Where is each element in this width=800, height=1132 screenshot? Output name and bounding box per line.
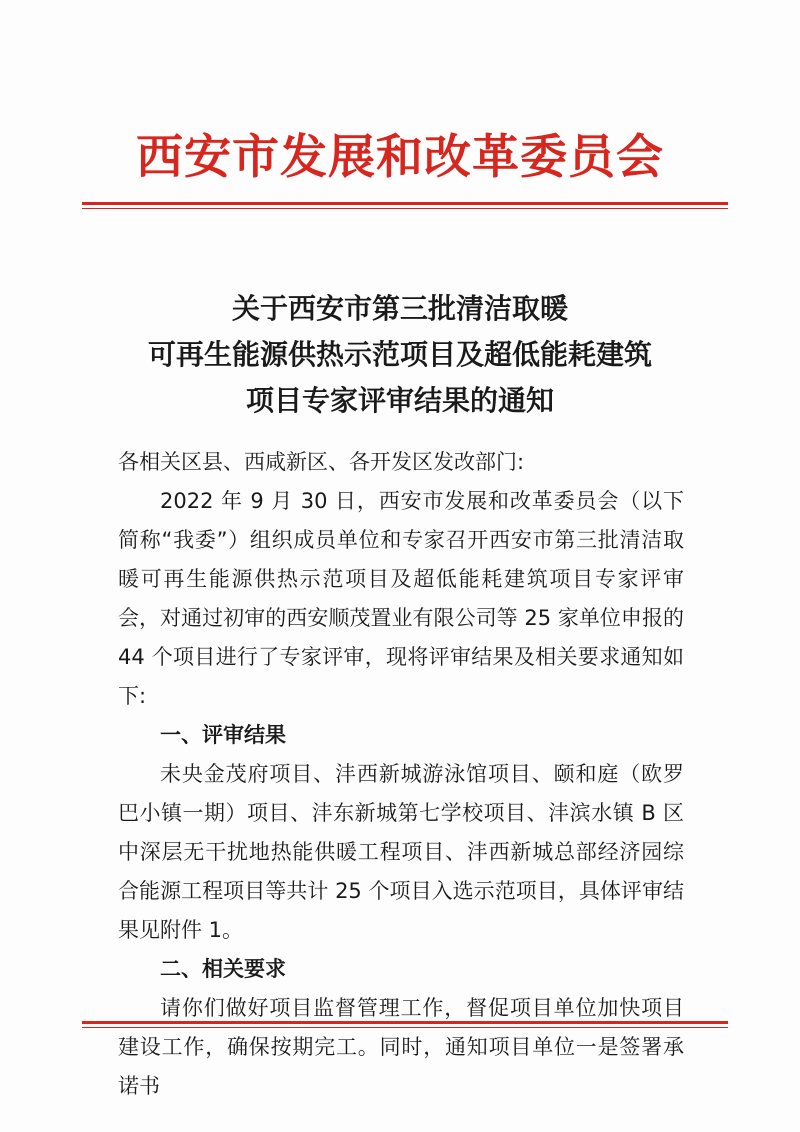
paragraph-requirements: 请你们做好项目监督管理工作，督促项目单位加快项目建设工作，确保按期完工。同时，通知项目单位一是签署承诺书 — [118, 996, 684, 1098]
document-title-line-3: 项目专家评审结果的通知 — [245, 384, 554, 417]
rule-thick-line — [82, 202, 728, 205]
rule-thick-line — [82, 1021, 728, 1024]
paragraph-intro: 2022 年 9 月 30 日，西安市发展和改革委员会（以下简称“我委”）组织成员单位和专家召开西安市第三批清洁取暖可再生能源供热示范项目及超低能耗建筑项目专家评审会，对通过初审的西安顺茂置业有限公司等 25 家单位申报的 44 个项目进行了专家评审，现将评审结果及相关要求通知如下: — [118, 489, 684, 708]
paragraph-review-results: 未央金茂府项目、沣西新城游泳馆项目、颐和庭（欧罗巴小镇一期）项目、沣东新城第七学校项目、沣滨水镇 B 区中深层无干扰地热能供暖工程项目、沣西新城总部经济园综合能源工程项目等共计 25 个项目入选示范项目，具体评审结果见附件 1。 — [118, 762, 684, 942]
document-body — [118, 443, 684, 1106]
rule-thin-line — [82, 1027, 728, 1028]
section-heading-requirements: 二、相关要求 — [160, 957, 286, 981]
salutation: 各相关区县、西咸新区、各开发区发改部门: — [118, 450, 525, 474]
section-heading-review-results: 一、评审结果 — [160, 723, 286, 747]
document-title-line-2: 可再生能源供热示范项目及超低能耗建筑 — [147, 338, 652, 371]
document-title — [0, 286, 800, 424]
issuing-organization: 西安市发展和改革委员会 — [136, 130, 664, 185]
footer-red-rule — [82, 1021, 728, 1028]
rule-thin-line — [82, 208, 728, 209]
header-red-rule — [82, 202, 728, 209]
document-title-line-1: 关于西安市第三批清洁取暖 — [231, 292, 568, 325]
